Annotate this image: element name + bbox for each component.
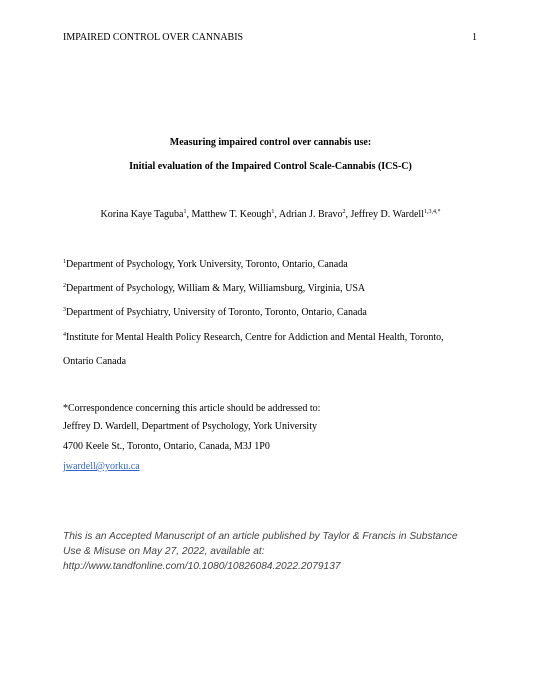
accepted-note-doi-link[interactable]: http://www.tandfonline.com/10.1080/10826084.2022.2079137 — [63, 561, 341, 572]
correspondence-address: 4700 Keele St., Toronto, Ontario, Canada, M3J 1P0 — [63, 441, 270, 452]
affiliation-4: $^4$Institute for Mental Health Policy Research, Centre for Addiction and Mental Health, Toronto, — [63, 332, 444, 343]
author: Jeffrey D. Wardell$^{1,3,4,*}$ — [350, 209, 441, 220]
affiliation-2: $^2$Department of Psychology, William & Mary, Williamsburg, Virginia, USA — [63, 283, 366, 294]
affiliation-3: $^3$Department of Psychiatry, University of Toronto, Toronto, Ontario, Canada — [63, 307, 367, 318]
author: Matthew T. Keough$^1$, — [191, 209, 279, 220]
correspondence-email-link[interactable]: jwardell@yorku.ca — [63, 461, 140, 472]
page-number: 1 — [472, 32, 477, 43]
running-head: IMPAIRED CONTROL OVER CANNABIS — [63, 32, 244, 43]
correspondence-line-2: Jeffrey D. Wardell, Department of Psychology, York University — [63, 421, 317, 432]
title-line-1: Measuring impaired control over cannabis use: — [169, 137, 372, 148]
title-line-2: Initial evaluation of the Impaired Control Scale-Cannabis (ICS-C) — [129, 161, 412, 172]
affiliation-4-continued: Ontario Canada — [63, 356, 127, 367]
accepted-note-line-2: Use & Misuse on May 27, 2022, available at: — [63, 546, 265, 557]
author-list — [0, 209, 541, 221]
author: Korina Kaye Taguba$^1$, — [100, 209, 192, 220]
accepted-note-line-1: This is an Accepted Manuscript of an article published by Taylor & Francis in Substance — [63, 531, 458, 542]
correspondence-line-1: *Correspondence concerning this article should be addressed to: — [63, 403, 321, 414]
affiliation-1: $^1$Department of Psychology, York University, Toronto, Ontario, Canada — [63, 259, 348, 270]
author: Adrian J. Bravo$^2$, — [278, 209, 351, 220]
